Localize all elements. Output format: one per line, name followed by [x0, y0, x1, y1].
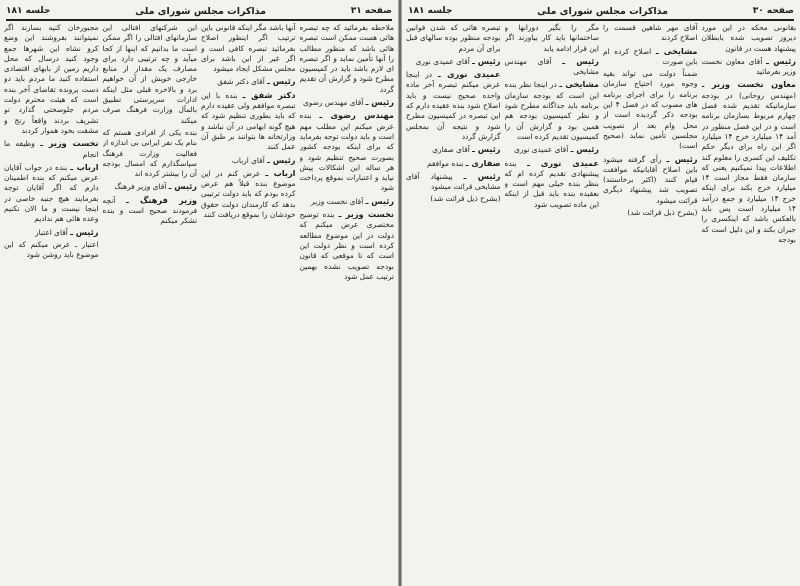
page-31	[0, 0, 398, 586]
text-column	[505, 23, 600, 584]
speaker-name: رئیس ـ	[463, 170, 501, 181]
paragraph-text: ملاحظه بفرمائید که چه تبصره هائی هست ممکن است تبصره هائی باشد که منظور مطالب را آنها تأمین نماید و اگر تبصره ای لازم باشد باید در کمیسیون مطرح شود و گزارش آن تقدیم گردد	[299, 23, 394, 94]
paragraph-text: آقای نخست وزیر	[311, 196, 364, 206]
paragraph-text: بنده با این تبصره موافقم ولی عقیده دارم که باید بطوری تنظیم شود که هیچ گونه ابهامی در آن نباشد و وزارتخانه ها بتوانند بر طبق آن عمل کنند	[201, 90, 296, 152]
paragraph-text: بنده پیشنهادی تقدیم کرده ام که بنظر بنده خیلی مهم است و بعقیده بنده باید قبل از اینکه این ماده تصویب شود	[504, 158, 599, 209]
paragraph	[300, 23, 395, 95]
paragraph-text: (بشرح ذیل قرائت شد)	[627, 208, 698, 218]
paragraph-text: آقای مهندس مشایخی	[504, 56, 599, 77]
paragraph-text: آنها باشد مگر اینکه قانونی باین ترتیب اگر اینطور اصلاح بفرمائید تبصره کافی است و اگر غیر از این باشد برای مجلس مشکل ایجاد میشود	[201, 23, 296, 74]
paragraph	[300, 110, 395, 193]
paragraph-text: بقانونی محکه در این مورد دیروز تصویب شده بابطلان پیشنهاد هست در قانون	[701, 23, 796, 53]
paragraph	[406, 158, 501, 169]
session-number: جلسه ۱۸۱	[408, 6, 453, 16]
speaker-name: رئیس ـ	[472, 55, 501, 66]
text-columns	[4, 23, 394, 584]
text-column	[603, 23, 698, 584]
page-header	[6, 4, 392, 18]
speaker-name: نخست وزیر ـ	[338, 209, 394, 220]
paragraph-text: ضمناً دولت می تواند بقیه وجوه مورد احتیاج سازمان برنامه را برای اجرای برنامه های مصوب که در فصل ۴ این بودجه ذکر گردیده است از محل وام بعد از تصویب مجلسین تأمین نماید (صحیح است)	[603, 69, 698, 151]
paragraph-text: عرض کنم در این موضوع بنده قبلاً هم عرض کرده بودم که باید دولت ترتیبی بدهد که کارمندان دولت حقوق خودشان را بموقع دریافت کنند	[201, 168, 296, 220]
paragraph	[201, 23, 296, 74]
speaker-name: صفاری ـ	[465, 157, 501, 168]
paragraph-text: بنده موافقم	[426, 158, 464, 168]
paragraph	[103, 195, 198, 227]
text-column	[300, 23, 395, 584]
speaker-name: رئیس ـ	[267, 154, 296, 165]
page-number: صفحه ۳۱	[350, 6, 392, 16]
page-fold	[398, 0, 402, 586]
speaker-name: رئیس ـ	[70, 226, 99, 237]
text-column	[4, 23, 99, 584]
paragraph	[4, 23, 99, 136]
speaker-name: عمیدی نوری ـ	[437, 69, 501, 80]
paragraph	[505, 79, 600, 142]
paragraph-text: آقای معاون نخست وزیر بفرمائید	[701, 56, 796, 77]
speaker-name: رئیس ـ	[472, 144, 501, 155]
paragraph	[603, 208, 698, 218]
paragraph-text: (بشرح ذیل قرائت شد)	[430, 194, 501, 204]
paragraph	[505, 23, 600, 54]
paragraph-text: بنده عرض میکنم این مطلب مهم است و باید دولت توجه بفرماید که برای اینکه بودجه کشور بصورت صحیح تنظیم شود و هر ساله این اشکالات پیش نیاید و اعتبارات بموقع پرداخت شود	[299, 111, 394, 193]
speaker-name: رئیس ـ	[365, 195, 394, 206]
paragraph	[603, 46, 698, 68]
speaker-name: دکتر شفق ـ	[242, 89, 296, 100]
paragraph-text: آقای وزیر فرهنگ	[114, 182, 167, 192]
paragraph-text: این شرکتهای افتالی این سازمانهای افتالی را اگر ممکن است ما بدانیم که اینها از کجا میآید و چه ترتیبی دارد برای مصارف یک مقدار از منابع خارجی خویش از آن خواهیم برد و بالاخره قبلی مثل اینکه ادارات سرپرستی تطبیق بالمآل وزارت فرهنگ صرف میکند	[102, 23, 197, 125]
paragraph	[702, 56, 797, 78]
paragraph	[406, 69, 501, 142]
paragraph	[4, 240, 99, 261]
paragraph	[103, 23, 198, 126]
paragraph-text: پیشنهاد آقای مشایخی قرائت میشود	[406, 171, 501, 192]
speaker-name: مشایخی ـ	[559, 79, 599, 90]
paragraph-text: مجبورخان کنیه بسازند اگر نمیتوانند بفروشند این وضع کرو نشاه این شهرها جمع وجود کنید درسال که محل داریم زمین از بابهای اقتصادی استفاده کنید ما مردم باید دو دست پرونده تقاضای آخر بنده است که هیئت محترم دولت مردم جلوسختی گذارد تو تشریف بردند واقعاً رنج و مشقت بخود هموار کردند	[4, 23, 99, 135]
text-column	[201, 23, 296, 584]
text-columns	[406, 23, 796, 584]
speaker-name: رئیس ـ	[168, 181, 197, 192]
publication-title: مذاکرات مجلس شورای ملی	[537, 5, 669, 17]
paragraph-text: مگر را بگیر دورانها و ساختمانها باید کار بیاورند اگر این قرار ادامه یابد	[504, 23, 599, 53]
speaker-name: رئیس ـ	[666, 153, 698, 164]
paragraph	[201, 90, 296, 153]
paragraph-text: آقای عمیدی نوری	[514, 145, 569, 155]
paragraph	[4, 162, 99, 225]
speaker-name: رئیس ـ	[562, 55, 599, 66]
paragraph-text: اصلاح کرده ام باین صورت	[603, 46, 698, 66]
paragraph	[201, 155, 296, 166]
paragraph-text: تبصره هائی که شدن قوانین بودجه منظور بوده سالهای قبل برای آن مردم	[406, 23, 501, 53]
paragraph	[505, 144, 600, 155]
paragraph	[406, 23, 501, 54]
paragraph	[201, 76, 296, 87]
page-header	[408, 4, 794, 18]
paragraph-text: آقای مهندس رضوی	[303, 98, 364, 108]
paragraph-text: در اینجا نظر بنده این است که بودجه سازمان برنامه باید جداگانه مطرح شود و نظر کمیسیون بودجه هم همین بود و گزارش آن را کمیسیون تقدیم کرده است	[504, 80, 599, 141]
session-number: جلسه ۱۸۱	[6, 6, 51, 16]
paragraph-text: در اینجا عرض میکنم تبصره آخر ماده واحده صحیح نیست و باید اصلاح شود بنده عقیده دارم که این تبصره در کمیسیون مطرح شود و نتیجه آن بمجلس گزارش گردد	[406, 70, 501, 141]
speaker-name: رئیس ـ	[267, 76, 296, 87]
paragraph-text: آقای دکتر شفق	[217, 77, 265, 87]
paragraph	[505, 158, 600, 210]
paragraph	[103, 181, 198, 192]
paragraph	[103, 128, 198, 179]
paragraph-text: وظیفه ما انجام	[4, 139, 99, 159]
speaker-name: رئیس ـ	[766, 55, 796, 66]
paragraph	[603, 69, 698, 151]
header-rule	[408, 19, 794, 21]
speaker-name: رئیس ـ	[570, 144, 599, 155]
speaker-name: ارباب ـ	[265, 167, 296, 178]
publication-title: مذاکرات مجلس شورای ملی	[135, 5, 267, 17]
paragraph	[4, 227, 99, 238]
paragraph-text: بنده یکی از افرادی هستم که بنام یک نفر ایرانی بی اندازه از فعالیت وزارت فرهنگ سپاسگذارم که امسال بودجه آن را بیشتر کرده اند	[102, 127, 197, 179]
paragraph	[406, 144, 501, 155]
speaker-name: مهندس رضوی ـ	[319, 110, 394, 121]
paragraph	[406, 194, 501, 204]
paragraph	[702, 23, 797, 54]
paragraph-text: آقای مهر شاهین قسمت را اصلاح کردند	[603, 23, 698, 43]
paragraph-text: بنده در جواب آقایان عرض میکنم که بنده اطمینان دارم که اگر آقایان توجه بفرمایند هیچ جنبه خاصی در اینجا نیست و ما الان نکنیم وعده هائی هم ندادیم	[4, 162, 99, 224]
paragraph	[505, 56, 600, 78]
paragraph	[201, 168, 296, 220]
speaker-name: وزیر فرهنگ ـ	[126, 194, 197, 205]
paragraph	[603, 154, 698, 206]
speaker-name: معاون نخست وزیر ـ	[701, 79, 796, 90]
paragraph-text: آقای صفاری	[432, 145, 470, 155]
speaker-name: رئیس ـ	[365, 97, 394, 108]
paragraph	[406, 56, 501, 67]
paragraph-text: آنچه فرمودند صحیح است و بنده تشکر میکنم	[102, 195, 197, 226]
paragraph	[300, 97, 395, 108]
paragraph-text: (مهندس روحانی) در بودجه سازمانیکه تقدیم شده فصل چهارم مربوط بسازمان برنامه است و در این فصل منظور در آمد ۱۴ میلیارد خرج ۱۴ میلیارد اگر این راه برای دیگر حکم تکلیف این کسری را معلوم کند اطلاعات پیدا نمیکنیم یعنی که سازمان فقط مجاز است ۱۴ میلیارد خرج بکند برای اینکه خرج ۱۴ میلیارد و جمع درآمد ۱۴ میلیارد است پس باید بالعکس باشد که اینکسری را جبران بکند و این دلیل است که بودجه	[701, 90, 796, 244]
speaker-name: عمیدی نوری ـ	[527, 157, 599, 168]
text-column	[406, 23, 501, 584]
paragraph	[300, 209, 395, 282]
paragraph	[603, 23, 698, 44]
paragraph-text: آقای ارباب	[231, 155, 265, 165]
header-rule	[6, 19, 392, 21]
page-number: صفحه ۳۰	[752, 6, 794, 16]
paragraph-text: آقای عمیدی نوری	[415, 56, 470, 66]
speaker-name: نخست وزیر ـ	[40, 138, 99, 149]
speaker-name: مشایخی ـ	[655, 45, 698, 56]
paragraph-text: بنده توضیح مختصری عرض میکنم که دولت در این موضوع مطالعه کرده است و نظر دولت این است که تا موقعی که قانون بودجه تصویب نشده بهمین ترتیب عمل شود	[299, 210, 394, 281]
paragraph-text: رأی گرفته میشود باین اصلاح آقایانیکه موافقت قیام کنند (اکثر برخاستند) تصویب شد پیشنهاد دیگری قرائت میشود	[603, 154, 698, 205]
paragraph	[406, 171, 501, 193]
text-column	[103, 23, 198, 584]
text-column	[702, 23, 797, 584]
speaker-name: ارباب ـ	[70, 161, 99, 172]
page-30	[402, 0, 800, 586]
paragraph-text: آقای اعتبار	[35, 227, 68, 237]
paragraph	[4, 138, 99, 160]
paragraph	[300, 196, 395, 207]
paragraph	[702, 79, 797, 245]
paragraph-text: اعتبار ـ عرض میکنم که این موضوع باید روشن شود	[4, 239, 99, 260]
